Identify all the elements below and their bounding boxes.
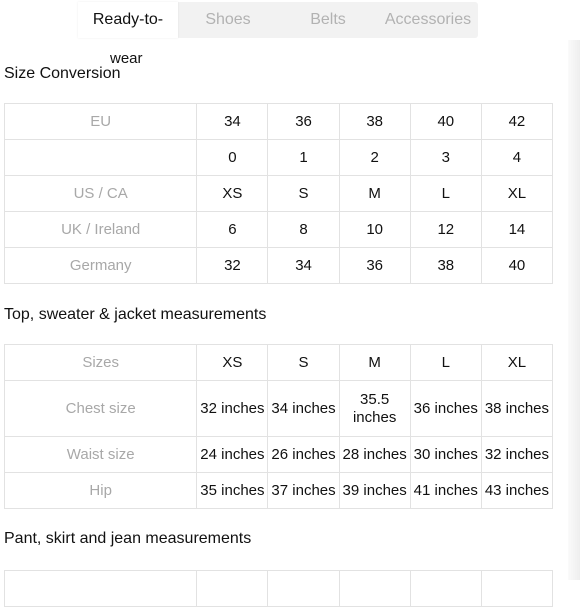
table-cell: 38: [339, 104, 410, 140]
table-cell: 40: [410, 104, 481, 140]
category-tabs: [78, 2, 478, 38]
tab-label-wrap: wear: [110, 50, 143, 67]
table-cell: 39 inches: [339, 473, 410, 509]
tab-shoes[interactable]: [178, 2, 278, 38]
tab-label: Shoes: [205, 11, 251, 28]
tab-label: Ready-to-: [92, 11, 164, 28]
table-cell: 4: [481, 140, 552, 176]
table-cell: 6: [197, 212, 268, 248]
table-cell: XL: [481, 176, 552, 212]
tab-accessories[interactable]: [378, 2, 478, 38]
table-cell: [5, 571, 197, 607]
table-cell: 43 inches: [481, 473, 552, 509]
row-label-germany: Germany: [5, 248, 197, 284]
table-cell: 32 inches: [481, 437, 552, 473]
table-row: [5, 176, 553, 212]
table-cell: [410, 571, 481, 607]
tab-belts[interactable]: [278, 2, 378, 38]
pant-measurements-title: Pant, skirt and jean measurements: [4, 530, 252, 547]
table-cell: 0: [197, 140, 268, 176]
scrollbar-track[interactable]: [568, 40, 580, 580]
row-label-sizes: Sizes: [5, 345, 197, 381]
row-label-empty: [5, 140, 197, 176]
row-label-hip: Hip: [5, 473, 197, 509]
table-row: [5, 140, 553, 176]
table-cell: 40: [481, 248, 552, 284]
table-cell: M: [339, 345, 410, 381]
table-cell: S: [268, 345, 339, 381]
table-row: [5, 104, 553, 140]
tab-label: Belts: [310, 11, 346, 28]
size-conversion-title: Size Conversion: [4, 65, 121, 82]
top-measurements-table: [4, 344, 553, 509]
table-cell: L: [410, 345, 481, 381]
table-cell: 32: [197, 248, 268, 284]
row-label-uk-ireland: UK / Ireland: [5, 212, 197, 248]
table-cell: [197, 571, 268, 607]
row-label-us-ca: US / CA: [5, 176, 197, 212]
table-row: [5, 345, 553, 381]
table-row: [5, 248, 553, 284]
pant-measurements-table: [4, 570, 553, 607]
tab-ready-to-wear[interactable]: [78, 2, 178, 38]
table-cell: XS: [197, 176, 268, 212]
table-cell: 42: [481, 104, 552, 140]
table-cell: 35 inches: [197, 473, 268, 509]
table-cell: 12: [410, 212, 481, 248]
table-cell: 1: [268, 140, 339, 176]
table-cell: 36: [339, 248, 410, 284]
table-row: [5, 473, 553, 509]
table-cell: 36 inches: [410, 381, 481, 437]
table-cell: 24 inches: [197, 437, 268, 473]
table-cell: 38: [410, 248, 481, 284]
table-row: [5, 437, 553, 473]
table-cell: XL: [481, 345, 552, 381]
table-cell: [339, 571, 410, 607]
table-cell: 36: [268, 104, 339, 140]
table-cell: 41 inches: [410, 473, 481, 509]
row-label-waist-size: Waist size: [5, 437, 197, 473]
table-cell: 35.5 inches: [339, 381, 410, 437]
table-cell: 14: [481, 212, 552, 248]
table-cell: 38 inches: [481, 381, 552, 437]
table-cell: 26 inches: [268, 437, 339, 473]
table-cell: 37 inches: [268, 473, 339, 509]
size-conversion-table: [4, 103, 553, 284]
tab-label: Accessories: [384, 11, 472, 28]
table-cell: 30 inches: [410, 437, 481, 473]
table-row: [5, 381, 553, 437]
table-cell: 10: [339, 212, 410, 248]
table-row: [5, 212, 553, 248]
table-cell: 34 inches: [268, 381, 339, 437]
top-measurements-title: Top, sweater & jacket measurements: [4, 306, 267, 323]
table-cell: 3: [410, 140, 481, 176]
table-cell: 8: [268, 212, 339, 248]
table-cell: M: [339, 176, 410, 212]
table-cell: L: [410, 176, 481, 212]
table-cell: 28 inches: [339, 437, 410, 473]
table-cell: [481, 571, 552, 607]
table-cell: 2: [339, 140, 410, 176]
table-cell: 34: [268, 248, 339, 284]
table-cell: [268, 571, 339, 607]
table-cell: S: [268, 176, 339, 212]
table-row: [5, 571, 553, 607]
row-label-chest-size: Chest size: [5, 381, 197, 437]
table-cell: XS: [197, 345, 268, 381]
row-label-eu: EU: [5, 104, 197, 140]
table-cell: 34: [197, 104, 268, 140]
table-cell: 32 inches: [197, 381, 268, 437]
